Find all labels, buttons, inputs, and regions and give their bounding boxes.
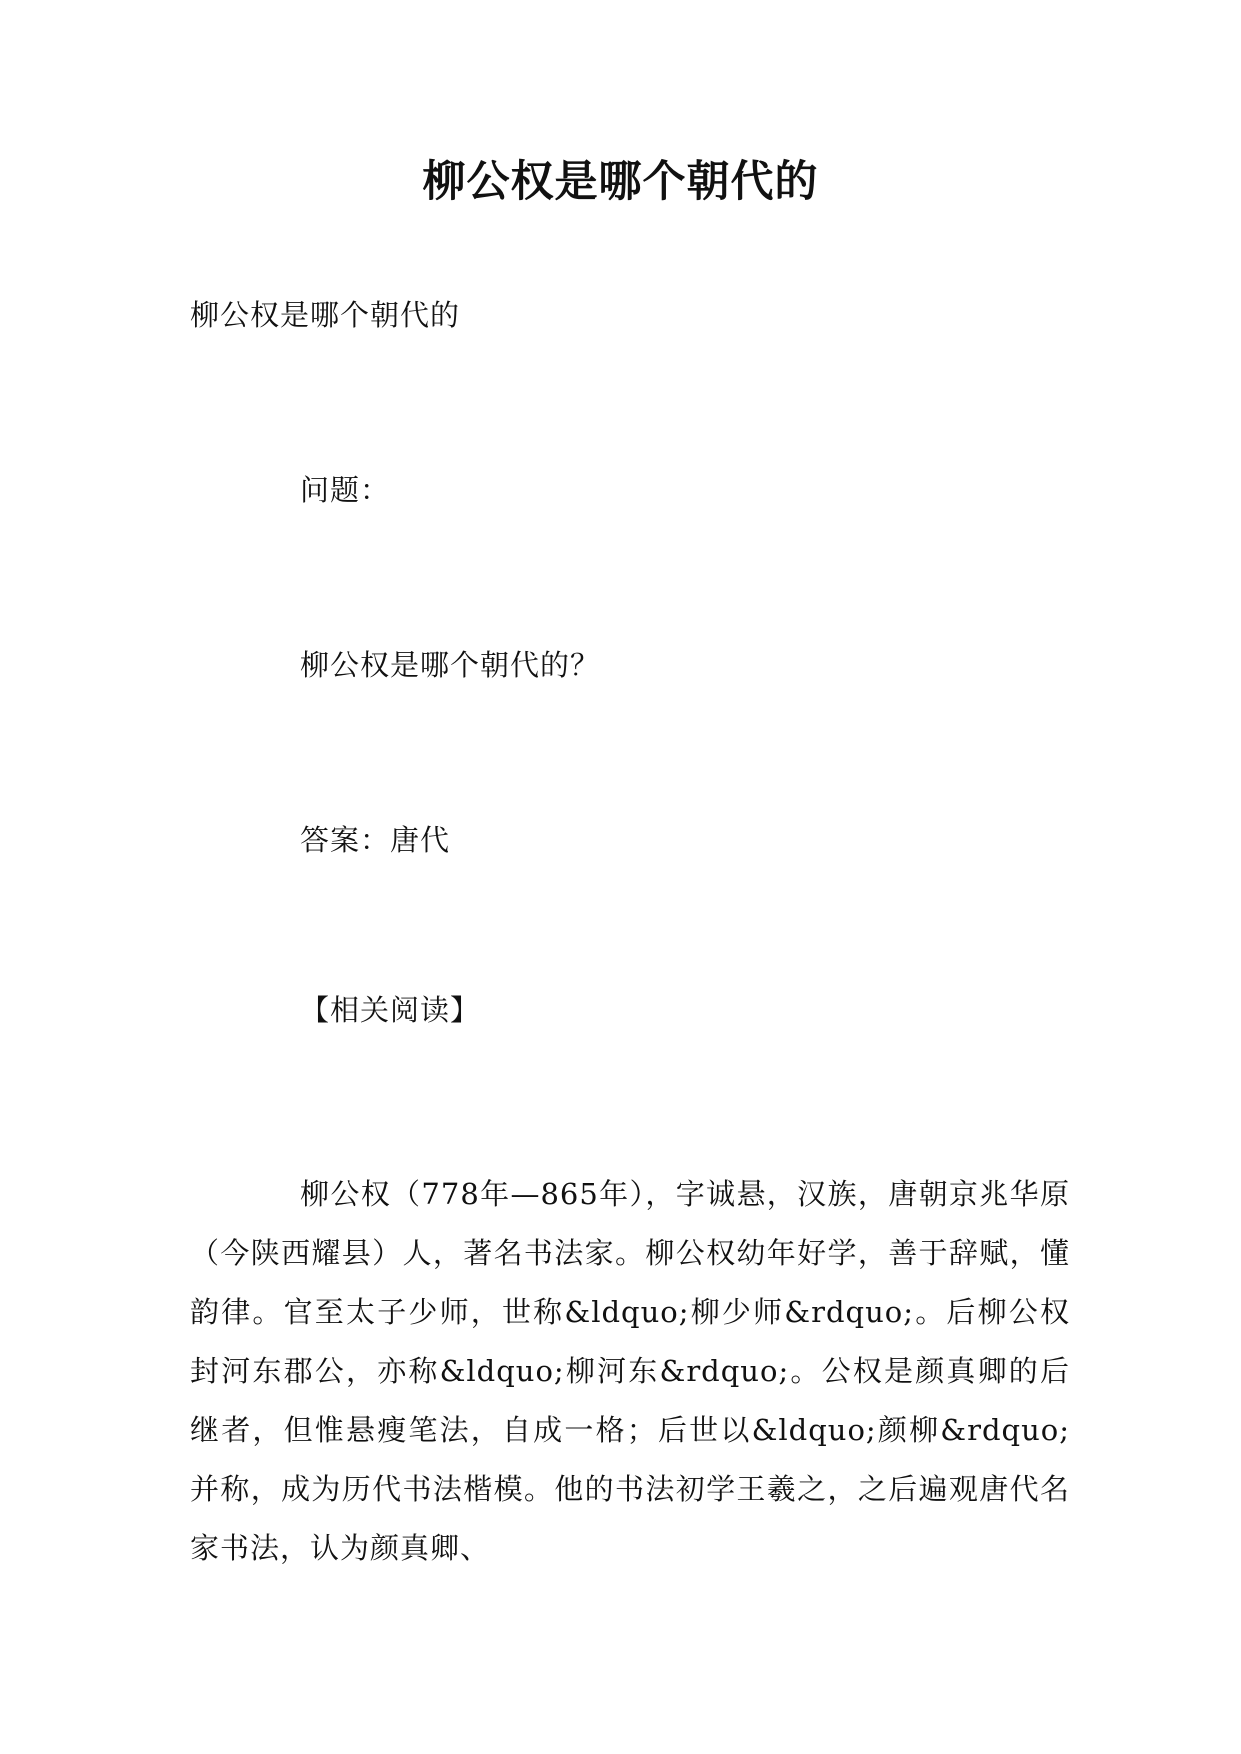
body-paragraph: 柳公权（778年—865年），字诚悬，汉族，唐朝京兆华原（今陕西耀县）人，著名书法家。柳公权幼年好学，善于辞赋，懂韵律。官至太子少师，世称&ldquo;柳少师&rdquo;。后柳公权封河东郡公，亦称&ldquo;柳河东&rdquo;。公权是颜真卿的后继者，但惟悬瘦笔法，自成一格；后世以&ldquo;颜柳&rdquo;并称，成为历代书法楷模。他的书法初学王羲之，之后遍观唐代名家书法，认为颜真卿、 bbox=[190, 1177, 1070, 1565]
question-label: 问题： bbox=[300, 473, 391, 507]
question-text: 柳公权是哪个朝代的？ bbox=[300, 648, 601, 682]
related-reading-heading: 【相关阅读】 bbox=[300, 993, 481, 1027]
document-title: 柳公权是哪个朝代的 bbox=[422, 157, 819, 207]
document-subtitle: 柳公权是哪个朝代的 bbox=[190, 298, 461, 332]
answer-text: 答案：唐代 bbox=[300, 823, 451, 857]
